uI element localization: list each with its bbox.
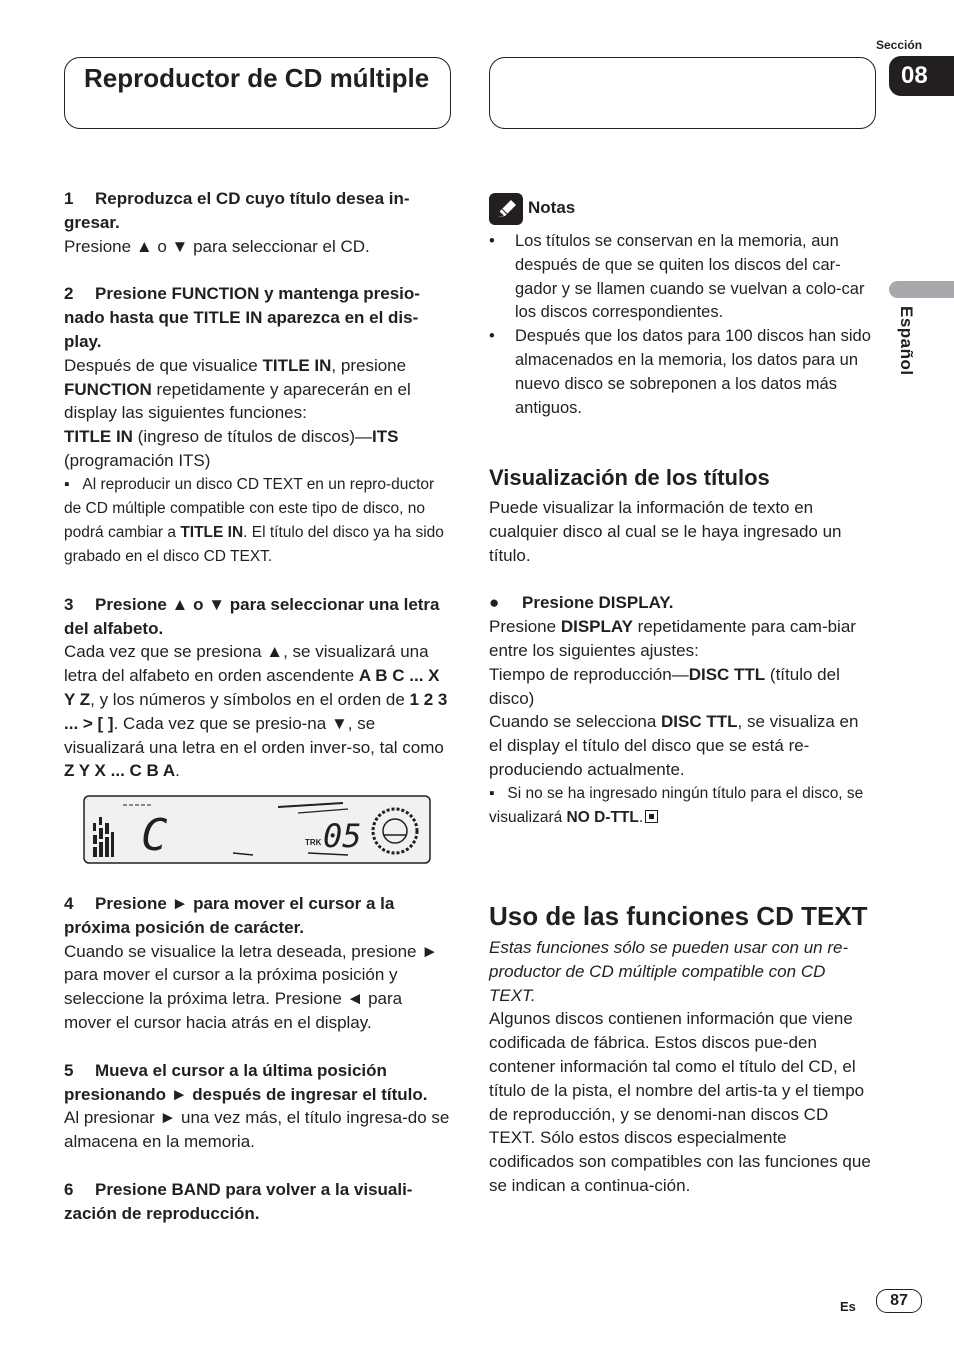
note-item: • Después que los datos para 100 discos han sido almacenados en la memoria, los datos para un nuevo disco se sobreponen a los datos más antiguos. [489,327,871,417]
cd-text-heading: Uso de las funciones CD TEXT [489,901,868,931]
step-2-heading: 2 Presione FUNCTION y mantenga presio-nado hasta que TITLE IN aparezca en el dis-play. [64,284,420,351]
step-1-body: Presione ▲ o ▼ para seleccionar el CD. [64,236,370,256]
page-title: Reproductor de CD múltiple [84,63,430,93]
step-3-body: Cada vez que se presiona ▲, se visualizará una letra del alfabeto en orden ascendente A B C ... X Y Z, y los números y símbolos en el orden de 1 2 3 ... > [ ]. Cada vez que se presio-na ▼, se visualizará una letra en el orden inver-so, tal como Z Y X ... C B A. [64,642,448,781]
square-bullet-icon: ▪ [489,784,508,802]
cd-text-section [489,900,876,1198]
right-column [489,464,876,830]
footer-language-code: Es [840,1299,856,1314]
header-empty-box [489,57,876,129]
step-2-body: Después de que visualice TITLE IN, presione FUNCTION repetidamente y aparecerán en el display las siguientes funciones: [64,355,411,423]
notes-list [489,230,874,420]
visualization-heading: Visualización de los títulos [489,465,770,490]
display-step-note: ▪ Si no se ha ingresado ningún título para el disco, se visualizará NO D-TTL. [489,784,864,826]
circle-bullet-icon: ● [489,593,500,613]
step-2-note: ▪ Al reproducir un disco CD TEXT en un repro-ductor de CD múltiple compatible con este tipo de disco, no podrá cambiar a TITLE IN. El título del disco ya ha sido grabado en el disco CD TEXT. [64,475,444,565]
step-4-heading: 4 Presione ► para mover el cursor a la próxima posición de carácter. [64,894,395,937]
display-step-body: Presione DISPLAY repetidamente para cam-biar entre los siguientes ajustes: [489,617,856,660]
cd-text-italic-note: Estas funciones sólo se pueden usar con un re-productor de CD múltiple compatible con CD TEXT. [489,938,849,1005]
step-5-heading: 5 Mueva el cursor a la última posición presionando ► después de ingresar el título. [64,1060,428,1104]
step-3-heading: 3 Presione ▲ o ▼ para seleccionar una letra del alfabeto. [64,594,440,638]
left-column [64,187,454,783]
section-number-badge: 08 [889,56,954,96]
language-label: Español [897,306,916,376]
language-tab-bar [889,281,954,298]
step-1-heading: 1 Reproduzca el CD cuyo título desea in-gresar. [64,189,410,232]
square-bullet-icon: ▪ [64,475,83,493]
step-2-functions: TITLE IN (ingreso de títulos de discos)—ITS (programación ITS) [64,427,399,470]
notes-title: Notas [528,198,576,217]
lcd-track-number: 05 [323,817,362,855]
cd-text-body: Algunos discos contienen información que viene codificada de fábrica. Estos discos pue-den contener información tal como el título del CD, el título de la pista, el nombre del artis-ta y el tiempo de reproducción, y se denomi-nan discos CD TEXT. Sólo estos discos especialmente codificados son compatibles con las funciones que se indican a continua-ción. [489,1009,871,1195]
step-5-body: Al presionar ► una vez más, el título ingresa-do se almacena en la memoria. [64,1108,450,1152]
visualization-intro: Puede visualizar la información de texto en cualquier disco al cual se le haya ingresado un título. [489,498,842,565]
display-step-heading: ● Presione DISPLAY. [489,591,876,615]
step-6-heading: 6 Presione BAND para volver a la visuali-zación de reproducción. [64,1179,413,1223]
display-step-disc-ttl: Cuando se selecciona DISC TTL, se visualiza en el display el título del disco que se está re-produciendo actualmente. [489,712,859,779]
step-4-body: Cuando se visualice la letra deseada, presione ► para mover el cursor a la próxima posición y seleccione la próxima letra. Presione ◄ para mover el cursor hacia atrás en el display. [64,941,439,1032]
page-number: 87 [876,1289,922,1313]
left-column-lower [64,892,454,1226]
lcd-trk-label: TRK [305,838,322,847]
note-item: • Los títulos se conservan en la memoria, aun después de que se quiten los discos del car-gador y se llamen cuando se vuelvan a colo-car los discos correspondientes. [489,232,865,322]
end-mark-icon [645,810,658,823]
lcd-character: C [141,810,168,861]
lcd-display-illustration [83,795,432,865]
display-step-options: Tiempo de reproducción—DISC TTL (título del disco) [489,664,840,708]
notes-pencil-icon [489,193,523,225]
section-label: Sección [876,38,923,52]
